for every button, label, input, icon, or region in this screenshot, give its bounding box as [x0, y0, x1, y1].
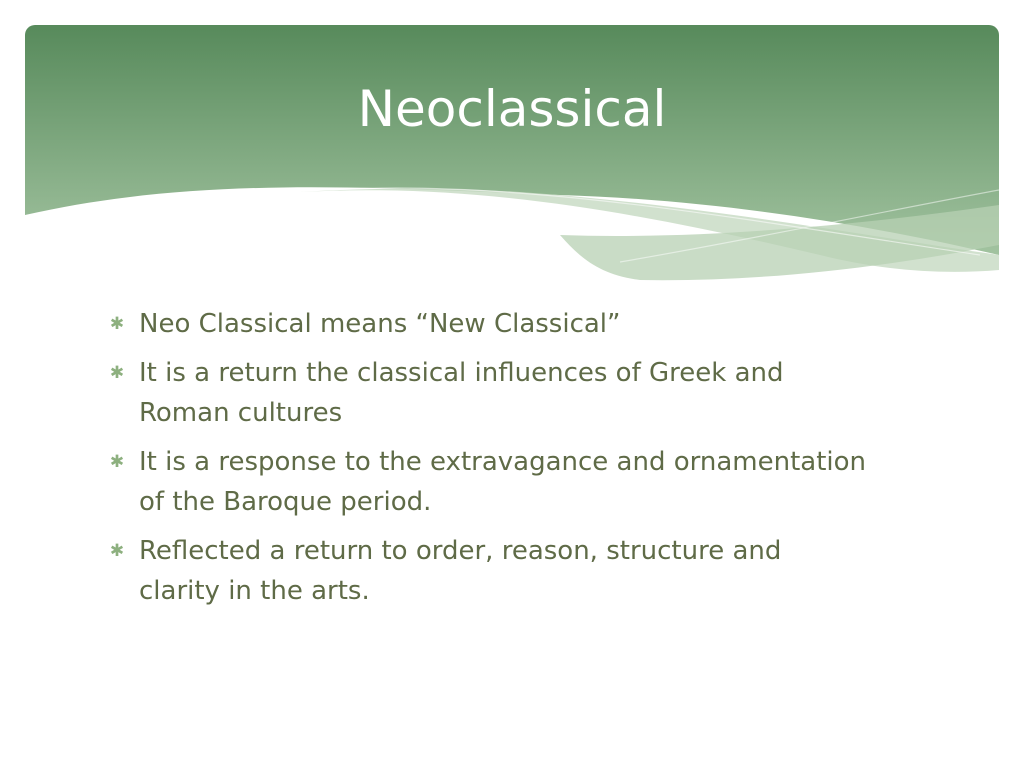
asterisk-bullet-icon: ✱: [109, 314, 125, 334]
bullet-text: Reflected a return to order, reason, structure and clarity in the arts.: [139, 536, 782, 606]
asterisk-bullet-icon: ✱: [109, 541, 125, 561]
header-wave-banner: [0, 0, 1024, 300]
slide-title: Neoclassical: [357, 80, 667, 138]
asterisk-bullet-icon: ✱: [109, 452, 125, 472]
bullet-item: [106, 304, 866, 344]
bullet-item: [106, 353, 866, 433]
bullet-list: [106, 304, 866, 620]
bullet-text: It is a return the classical influences of Greek and Roman cultures: [139, 358, 784, 428]
bullet-item: [106, 442, 866, 522]
bullet-text: It is a response to the extravagance and ornamentation of the Baroque period.: [139, 447, 867, 517]
bullet-item: [106, 531, 866, 611]
asterisk-bullet-icon: ✱: [109, 363, 125, 383]
bullet-text: Neo Classical means “New Classical”: [139, 309, 621, 339]
